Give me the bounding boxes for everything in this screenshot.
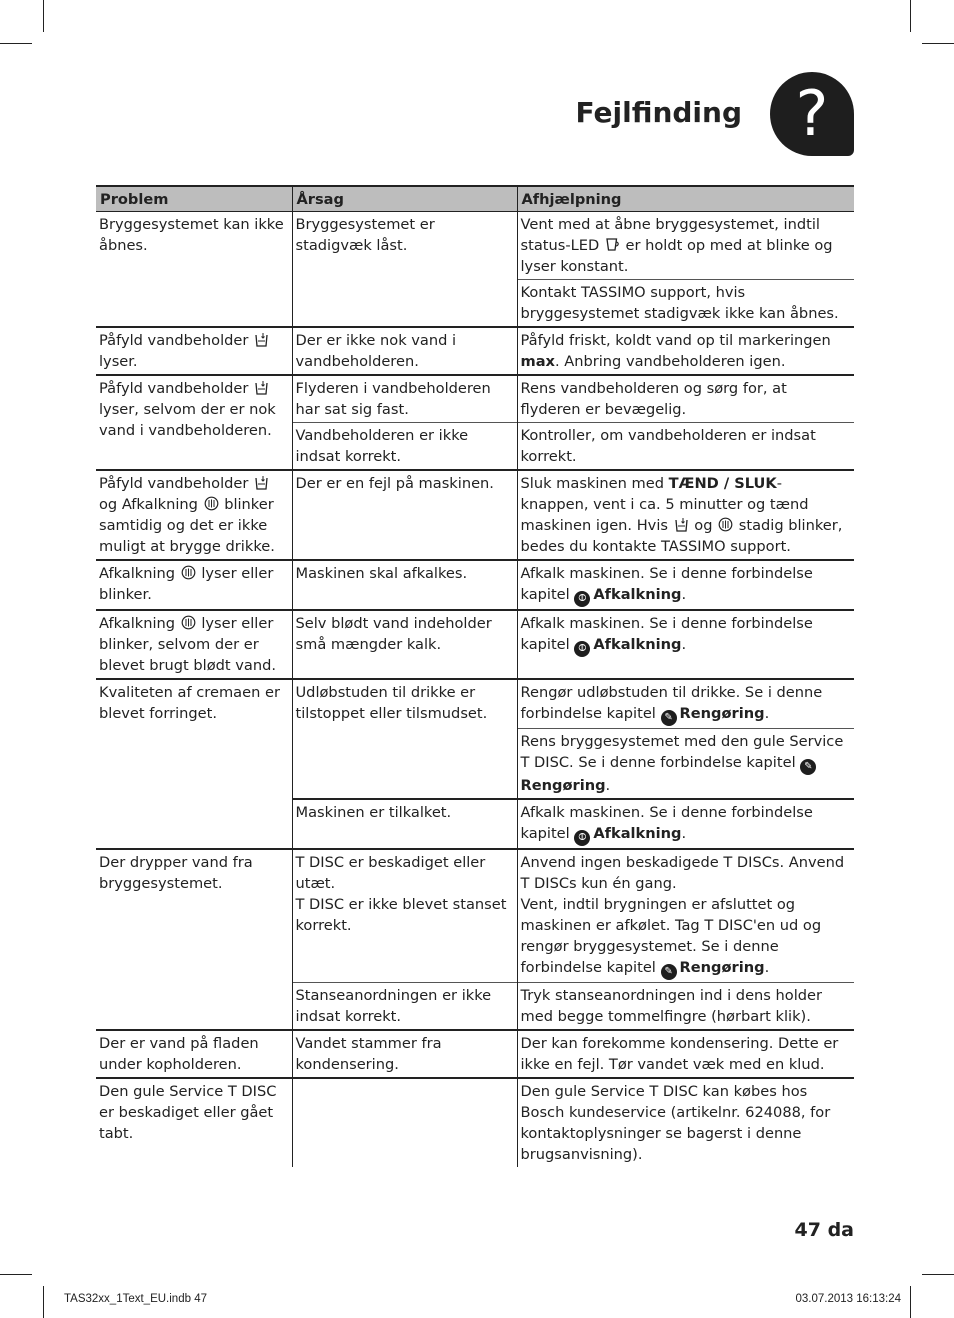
problem-text: Påfyld vandbeholder [99, 332, 249, 349]
cleaning-chapter-icon: ✎ [661, 710, 677, 726]
problem-text: Bryggesystemet kan ikke åbnes. [99, 216, 284, 254]
remedy-text: Kontakt TASSIMO support, hvis bryggesystemet stadigvæk ikke kan åbnes. [520, 284, 839, 322]
crop-mark [922, 1274, 954, 1275]
descale-icon [204, 496, 219, 511]
header-remedy: Afhjælpning [517, 186, 854, 212]
remedy-text: Afkalk maskinen. Se i denne forbindelse kapitel [520, 615, 813, 653]
cause-cell [292, 470, 517, 560]
table-row [96, 560, 854, 610]
remedy-text: Der kan forekomme kondensering. Dette er ikke en fejl. Tør vandet væk med en klud. [520, 1035, 839, 1073]
problem-text: Den gule Service T DISC er beskadiget eller gået tabt. [99, 1083, 277, 1142]
cause-cell [292, 375, 517, 423]
problem-text: lyser eller blinker. [99, 565, 274, 603]
remedy-text: . [764, 705, 770, 722]
remedy-cell [517, 983, 854, 1031]
remedy-cell [517, 729, 854, 800]
water-tank-icon [674, 517, 689, 532]
remedy-text: Anvend ingen beskadigede T DISCs. Anvend T DISCs kun én gang. [520, 854, 845, 892]
cause-text: T DISC er beskadiget eller utæt. [295, 854, 486, 892]
problem-text: og Afkalkning [99, 496, 198, 513]
descaling-chapter-icon: ⦷ [574, 830, 590, 846]
cause-text: Selv blødt vand indeholder små mængder kalk. [295, 615, 492, 653]
cause-text: Der er en fejl på maskinen. [295, 475, 494, 492]
remedy-text: . [681, 586, 687, 603]
crop-mark [910, 1286, 911, 1318]
remedy-text: Påfyld friskt, koldt vand op til markeringen [520, 332, 831, 349]
cause-text: Der er ikke nok vand i vandbeholderen. [295, 332, 457, 370]
cause-cell [292, 610, 517, 679]
page-number: 47 da [794, 1219, 854, 1241]
remedy-text: Vent, indtil brygningen er afsluttet og maskinen er afkølet. Tag T DISC'en ud og rengør bryggesystemet. Se i denne forbindelse kapitel [520, 896, 822, 976]
cause-cell [292, 1078, 517, 1167]
cause-cell [292, 1030, 517, 1078]
remedy-text: Den gule Service T DISC kan købes hos Bosch kundeservice (artikelnr. 624088, for kontaktoplysninger se bagerst i denne brugsanvisning). [520, 1083, 831, 1163]
remedy-text: . [681, 825, 687, 842]
remedy-text: -knappen, vent i ca. 5 minutter og tænd maskinen igen. Hvis [520, 475, 809, 534]
problem-text: Kvaliteten af cremaen er blevet forringet. [99, 684, 280, 722]
crop-mark [0, 1274, 32, 1275]
header-cause: Årsag [292, 186, 517, 212]
remedy-text: Rengør udløbstuden til drikke. Se i denne forbindelse kapitel [520, 684, 823, 722]
crop-mark [43, 0, 44, 32]
problem-text: Påfyld vandbeholder [99, 475, 249, 492]
header-problem: Problem [96, 186, 292, 212]
problem-text: Påfyld vandbeholder [99, 380, 249, 397]
remedy-cell [517, 560, 854, 610]
cleaning-chapter-icon: ✎ [661, 964, 677, 980]
remedy-text: . [605, 777, 611, 794]
descaling-chapter-icon: ⦷ [574, 591, 590, 607]
remedy-text: og [694, 517, 713, 534]
problem-cell [96, 1078, 292, 1167]
descale-icon [181, 565, 196, 580]
footer-date: 03.07.2013 16:13:24 [795, 1293, 901, 1305]
remedy-cell [517, 280, 854, 328]
problem-cell [96, 560, 292, 610]
cause-cell [292, 212, 517, 328]
remedy-bold: Afkalkning [593, 825, 682, 842]
table-row [96, 679, 854, 729]
remedy-cell [517, 1078, 854, 1167]
water-tank-icon [254, 380, 269, 395]
problem-text: blinker samtidig og det er ikke muligt at brygge drikke. [99, 496, 275, 555]
table-row [96, 327, 854, 375]
remedy-bold: Afkalkning [593, 586, 682, 603]
table-row [96, 375, 854, 423]
descale-icon [718, 517, 733, 532]
remedy-cell [517, 1030, 854, 1078]
cause-text: Vandbeholderen er ikke indsat korrekt. [295, 427, 469, 465]
cleaning-chapter-icon: ✎ [800, 759, 816, 775]
remedy-bold: Afkalkning [593, 636, 682, 653]
remedy-cell [517, 610, 854, 679]
remedy-bold: Rengøring [679, 959, 765, 976]
page-title: Fejlfinding [575, 96, 742, 129]
remedy-text: Afkalk maskinen. Se i denne forbindelse kapitel [520, 565, 813, 603]
water-tank-icon [254, 475, 269, 490]
remedy-text: Vent med at åbne bryggesystemet, indtil status-LED [520, 216, 820, 254]
crop-mark [922, 43, 954, 44]
problem-text: lyser eller blinker, selvom der er blevet brugt blødt vand. [99, 615, 277, 674]
remedy-cell [517, 470, 854, 560]
problem-cell [96, 1030, 292, 1078]
problem-cell [96, 212, 292, 328]
problem-text: lyser, selvom der er nok vand i vandbeholderen. [99, 401, 276, 439]
table-row [96, 610, 854, 679]
problem-text: Der er vand på fladen under kopholderen. [99, 1035, 259, 1073]
cause-cell [292, 799, 517, 849]
remedy-cell [517, 212, 854, 280]
cause-cell [292, 679, 517, 799]
cause-text: Maskinen skal afkalkes. [295, 565, 468, 582]
cause-text: Vandet stammer fra kondensering. [295, 1035, 442, 1073]
cause-text: Maskinen er tilkalket. [295, 804, 452, 821]
remedy-cell [517, 849, 854, 983]
troubleshooting-table [96, 185, 854, 1167]
problem-text: lyser. [99, 353, 138, 370]
problem-text: Afkalkning [99, 615, 176, 632]
cause-text: T DISC er ikke blevet stanset korrekt. [295, 896, 507, 934]
table-row [96, 1030, 854, 1078]
problem-cell [96, 679, 292, 849]
table-row [96, 849, 854, 983]
remedy-text: Kontroller, om vandbeholderen er indsat korrekt. [520, 427, 816, 465]
table-row [96, 1078, 854, 1167]
remedy-text: . Anbring vandbeholderen igen. [554, 353, 786, 370]
problem-cell [96, 375, 292, 470]
remedy-text: . [764, 959, 770, 976]
remedy-cell [517, 679, 854, 729]
footer-file: TAS32xx_1Text_EU.indb 47 [64, 1293, 207, 1305]
remedy-text: Tryk stanseanordningen ind i dens holder med begge tommelfingre (hørbart klik). [520, 987, 823, 1025]
remedy-text: Rens vandbeholderen og sørg for, at flyderen er bevægelig. [520, 380, 787, 418]
remedy-bold: TÆND / SLUK [668, 475, 777, 492]
crop-mark [0, 43, 32, 44]
remedy-text: . [681, 636, 687, 653]
cause-cell [292, 327, 517, 375]
problem-cell [96, 610, 292, 679]
remedy-cell [517, 423, 854, 471]
descaling-chapter-icon: ⦷ [574, 641, 590, 657]
remedy-text: Rens bryggesystemet med den gule Service T DISC. Se i denne forbindelse kapitel [520, 733, 844, 771]
cause-cell [292, 983, 517, 1031]
problem-cell [96, 470, 292, 560]
cause-text: Udløbstuden til drikke er tilstoppet eller tilsmudset. [295, 684, 488, 722]
remedy-text: stadig blinker, bedes du kontakte TASSIMO support. [520, 517, 843, 555]
remedy-cell [517, 799, 854, 849]
cause-cell [292, 560, 517, 610]
table-row [96, 470, 854, 560]
cause-text: Bryggesystemet er stadigvæk låst. [295, 216, 435, 254]
crop-mark [43, 1286, 44, 1318]
crop-mark [910, 0, 911, 32]
descale-icon [181, 615, 196, 630]
problem-cell [96, 327, 292, 375]
remedy-text: Afkalk maskinen. Se i denne forbindelse kapitel [520, 804, 813, 842]
remedy-bold: max [520, 353, 555, 370]
remedy-text: Sluk maskinen med [520, 475, 665, 492]
remedy-cell [517, 375, 854, 423]
problem-text: Der drypper vand fra bryggesystemet. [99, 854, 253, 892]
cup-status-led-icon [605, 237, 620, 252]
remedy-bold: Rengøring [520, 777, 606, 794]
cause-cell [292, 423, 517, 471]
problem-text: Afkalkning [99, 565, 176, 582]
table-header-row [96, 186, 854, 212]
problem-cell [96, 849, 292, 1030]
remedy-cell [517, 327, 854, 375]
cause-text: Stanseanordningen er ikke indsat korrekt. [295, 987, 492, 1025]
cause-text: Flyderen i vandbeholderen har sat sig fast. [295, 380, 491, 418]
cause-cell [292, 849, 517, 983]
table-row [96, 212, 854, 280]
remedy-text: er holdt op med at blinke og lyser konstant. [520, 237, 833, 275]
remedy-bold: Rengøring [679, 705, 765, 722]
remedy-text-block [521, 894, 851, 980]
question-mark-icon: ? [770, 72, 854, 156]
water-tank-icon [254, 332, 269, 347]
